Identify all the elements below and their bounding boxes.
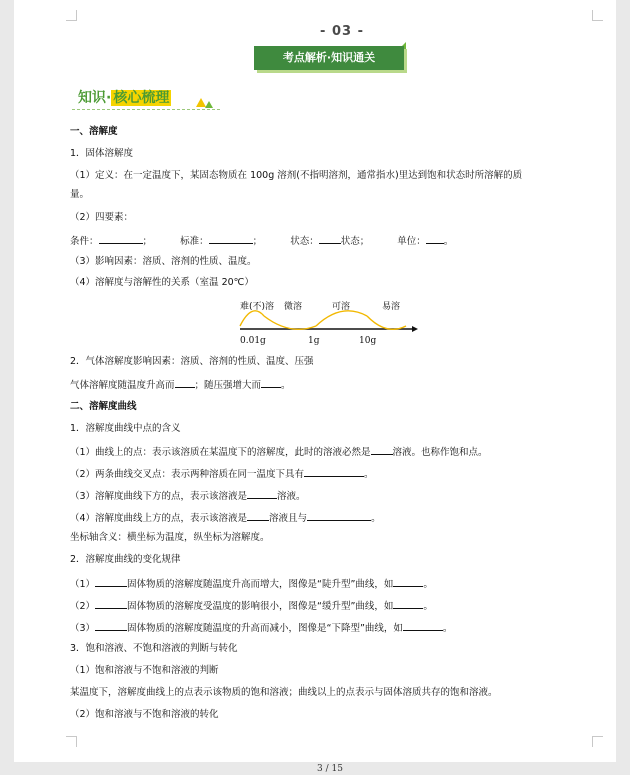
blank	[304, 466, 364, 477]
text: 。	[423, 601, 433, 612]
text: 。	[281, 380, 291, 391]
subsection-heading: 1．固体溶解度	[70, 148, 134, 159]
blank	[209, 233, 253, 244]
tick-label: 0.01g	[240, 336, 266, 346]
category-label: 微溶	[284, 302, 303, 312]
blank	[261, 377, 281, 388]
fill-blank-line	[70, 377, 291, 393]
paragraph: 2．气体溶解度影响因素：溶质、溶剂的性质、温度、压强	[70, 356, 314, 367]
solubility-figure	[236, 296, 418, 348]
crop-mark	[66, 10, 77, 21]
blank	[95, 598, 127, 609]
text: （3）	[70, 623, 96, 634]
blank	[95, 576, 127, 587]
blank	[247, 510, 269, 521]
text: 固体物质的溶解度随温度升高而增大，图像是“陡升型”曲线，如	[127, 579, 394, 590]
text: （1）曲线上的点：表示该溶质在某温度下的溶解度，此时的溶液必然是	[70, 447, 371, 458]
label: 。	[443, 236, 454, 247]
blank	[393, 598, 423, 609]
blank	[426, 233, 444, 244]
tick-label: 1g	[308, 336, 320, 346]
label: 标准：	[180, 236, 209, 247]
blank	[247, 488, 277, 499]
paragraph: （1）定义：在一定温度下，某固态物质在 100g 溶剂(不指明溶剂，通常指水)里达到饱和状态时所溶解的质	[70, 170, 523, 181]
blank	[95, 620, 127, 631]
text: （4）溶解度曲线上方的点，表示该溶液是	[70, 513, 248, 524]
blank	[307, 510, 371, 521]
paragraph: 某温度下，溶解度曲线上的点表示该物质的饱和溶液；曲线以上的点表示与固体溶质共存的饱和溶液。	[70, 687, 498, 698]
paragraph: 量。	[70, 189, 90, 200]
paragraph: （2）四要素：	[70, 212, 134, 223]
blank	[393, 576, 423, 587]
page-indicator: 3 / 15	[317, 764, 343, 774]
four-elements-row	[70, 233, 453, 249]
text: 气体溶解度随温度升高而	[70, 380, 175, 391]
crop-mark	[592, 10, 603, 21]
text: （2）	[70, 601, 96, 612]
heading-underline	[72, 109, 220, 110]
sub-heading-part: 知识·	[78, 90, 112, 106]
fill-blank-line	[70, 510, 381, 526]
category-label: 易溶	[382, 302, 401, 312]
section-number: - 03 -	[320, 24, 364, 39]
text: ；随压强增大而	[194, 380, 262, 391]
label: 条件：	[70, 236, 99, 247]
fill-blank-line	[70, 598, 433, 614]
text: 溶液。也称作饱和点。	[392, 447, 488, 458]
text: （3）溶解度曲线下方的点，表示该溶液是	[70, 491, 248, 502]
text: 固体物质的溶解度受温度的影响很小，图像是“缓升型”曲线，如	[127, 601, 394, 612]
paragraph: 坐标轴含义：横坐标为温度，纵坐标为溶解度。	[70, 532, 270, 543]
triangle-icon	[205, 101, 213, 108]
label: 状态；	[340, 236, 370, 247]
fill-blank-line	[70, 488, 306, 504]
crop-mark	[592, 736, 603, 747]
blank	[175, 377, 195, 388]
section-heading: 二、溶解度曲线	[70, 401, 137, 412]
text: 溶液。	[277, 491, 306, 502]
label: 状态：	[290, 236, 319, 247]
paragraph: （4）溶解度与溶解性的关系（室温 20℃）	[70, 277, 254, 288]
label: 单位：	[397, 236, 426, 247]
fill-blank-line	[70, 466, 374, 482]
solubility-arc	[264, 316, 316, 329]
sub-heading	[78, 87, 171, 107]
blank	[99, 233, 143, 244]
text: 。	[371, 513, 381, 524]
solubility-arc	[367, 316, 406, 329]
text: 固体物质的溶解度随温度的升高而减小，图像是“下降型”曲线，如	[127, 623, 403, 634]
category-label: 可溶	[332, 302, 351, 312]
tick-label: 10g	[359, 336, 377, 346]
text: （2）两条曲线交叉点：表示两种溶质在同一温度下具有	[70, 469, 305, 480]
text: （1）	[70, 579, 96, 590]
paragraph: （1）饱和溶液与不饱和溶液的判断	[70, 665, 219, 676]
section-heading: 一、溶解度	[70, 126, 118, 137]
blank	[403, 620, 443, 631]
text: 。	[442, 623, 453, 634]
label: ；	[252, 236, 263, 247]
solubility-arc	[240, 311, 264, 326]
fill-blank-line	[70, 444, 488, 460]
subsection-heading: 2．溶解度曲线的变化规律	[70, 554, 181, 565]
text: 。	[364, 469, 374, 480]
paragraph: （2）饱和溶液与不饱和溶液的转化	[70, 709, 219, 720]
sub-heading-highlight: 核心梳理	[113, 90, 170, 106]
arrow-icon	[412, 326, 418, 332]
category-label: 难(不)溶	[240, 302, 275, 312]
blank	[319, 233, 341, 244]
crop-mark	[66, 736, 77, 747]
paragraph: （3）影响因素：溶质、溶剂的性质、温度。	[70, 256, 257, 267]
subsection-heading: 3．饱和溶液、不饱和溶液的判断与转化	[70, 643, 238, 654]
fill-blank-line	[70, 620, 452, 636]
text: 。	[423, 579, 433, 590]
text: 溶液且与	[269, 513, 308, 524]
blank	[371, 444, 393, 455]
fill-blank-line	[70, 576, 433, 592]
solubility-arc	[316, 311, 367, 326]
subsection-heading: 1．溶解度曲线中点的含义	[70, 423, 181, 434]
label: ；	[142, 236, 153, 247]
section-banner: 考点解析·知识通关	[254, 46, 404, 70]
